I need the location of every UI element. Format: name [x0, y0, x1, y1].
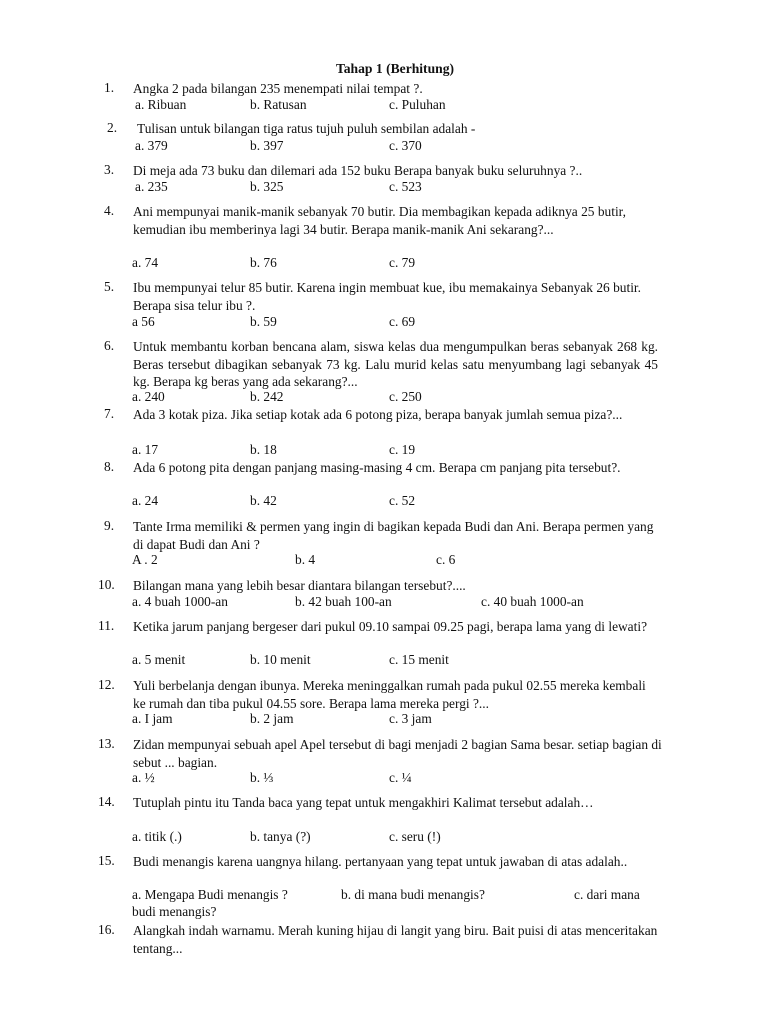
option-c: c. 523	[389, 179, 422, 194]
option-a: a. 74	[132, 255, 159, 270]
option-a: a. 240	[132, 389, 165, 404]
option-b: b. di mana budi menangis?	[341, 887, 485, 902]
option-a: a. Ribuan	[135, 97, 187, 112]
option-c-continuation: budi menangis?	[132, 904, 217, 919]
option-b: b. 397	[250, 138, 284, 153]
question-number: 14.	[98, 794, 115, 809]
option-b: b. 325	[250, 179, 284, 194]
option-b: b. 2 jam	[250, 711, 294, 726]
option-c: c. 6	[436, 552, 456, 567]
question-number: 16.	[98, 922, 115, 937]
question-text: Yuli berbelanja dengan ibunya. Mereka meninggalkan rumah pada pukul 02.55 mereka kembali ke rumah dan tiba pukul 04.55 sore. Berapa lama mereka pergi ?...	[133, 678, 646, 711]
question-number: 12.	[98, 677, 115, 692]
option-b: b. 42 buah 100-an	[295, 594, 392, 609]
question-text: Tutuplah pintu itu Tanda baca yang tepat untuk mengakhiri Kalimat tersebut adalah…	[133, 795, 594, 810]
question-text: Alangkah indah warnamu. Merah kuning hijau di langit yang biru. Bait puisi di atas menceritakan tentang...	[133, 923, 658, 956]
option-b: b. 4	[295, 552, 316, 567]
question-number: 5.	[104, 279, 115, 294]
question-text: Tante Irma memiliki & permen yang ingin di bagikan kepada Budi dan Ani. Berapa permen yang di dapat Budi dan Ani ?	[133, 519, 654, 552]
option-c: c. 250	[389, 389, 422, 404]
option-a: a. 235	[135, 179, 168, 194]
option-b: b. 42	[250, 493, 277, 508]
question-text: Untuk membantu korban bencana alam, siswa kelas dua mengumpulkan beras sebanyak 268 kg. Beras tersebut dibagikan sebanyak 73 kg. Lalu murid kelas satu menyumbang lagi sebanyak 45 kg. Berapa kg beras yang ada sekarang?...	[133, 339, 658, 389]
question-number: 7.	[104, 406, 115, 421]
question-text: Ani mempunyai manik-manik sebanyak 70 butir. Dia membagikan kepada adiknya 25 butir, kemudian ibu memberinya lagi 34 butir. Berapa manik-manik Ani sekarang?...	[133, 204, 626, 237]
option-b: b. 59	[250, 314, 277, 329]
option-c: c. Puluhan	[389, 97, 446, 112]
question-number: 3.	[104, 162, 115, 177]
question-text: Ada 3 kotak piza. Jika setiap kotak ada 6 potong piza, berapa banyak jumlah semua piza?...	[133, 407, 623, 422]
option-b: b. tanya (?)	[250, 829, 311, 844]
question-number: 2.	[107, 120, 118, 135]
option-c: c. dari mana	[574, 887, 640, 902]
option-c: c. 15 menit	[389, 652, 449, 667]
question-text: Ada 6 potong pita dengan panjang masing-masing 4 cm. Berapa cm panjang pita tersebut?.	[133, 460, 621, 475]
question-number: 13.	[98, 736, 115, 751]
option-a: a. 24	[132, 493, 159, 508]
option-c: c. 69	[389, 314, 416, 329]
question-text: Tulisan untuk bilangan tiga ratus tujuh puluh sembilan adalah -	[137, 121, 476, 136]
option-a: a. Mengapa Budi menangis ?	[132, 887, 288, 902]
question-text: Di meja ada 73 buku dan dilemari ada 152 buku Berapa banyak buku seluruhnya ?..	[133, 163, 583, 178]
question-number: 4.	[104, 203, 115, 218]
question-number: 6.	[104, 338, 115, 353]
question-text: Ketika jarum panjang bergeser dari pukul 09.10 sampai 09.25 pagi, berapa lama yang di lewati?	[133, 619, 648, 634]
question-number: 8.	[104, 459, 115, 474]
option-a: a. ½	[132, 770, 155, 785]
option-c: c. 79	[389, 255, 416, 270]
option-a: a. 4 buah 1000-an	[132, 594, 228, 609]
question-number: 9.	[104, 518, 115, 533]
question-text: Budi menangis karena uangnya hilang. pertanyaan yang tepat untuk jawaban di atas adalah..	[133, 854, 628, 869]
option-a: a. I jam	[132, 711, 173, 726]
option-b: b. 18	[250, 442, 277, 457]
option-c: c. 370	[389, 138, 422, 153]
option-a: a 56	[132, 314, 155, 329]
question-number: 10.	[98, 577, 115, 592]
option-c: c. 19	[389, 442, 416, 457]
option-a: a. titik (.)	[132, 829, 182, 844]
option-a: A . 2	[132, 552, 158, 567]
question-text: Ibu mempunyai telur 85 butir. Karena ingin membuat kue, ibu memakainya Sebanyak 26 butir. Berapa sisa telur ibu ?.	[133, 280, 641, 313]
option-c: c. 3 jam	[389, 711, 432, 726]
option-b: b. Ratusan	[250, 97, 307, 112]
option-b: b. 242	[250, 389, 284, 404]
question-text: Zidan mempunyai sebuah apel Apel tersebut di bagi menjadi 2 bagian Sama besar. setiap bagian di sebut ... bagian.	[133, 737, 662, 770]
option-a: a. 17	[132, 442, 159, 457]
worksheet-title: Tahap 1 (Berhitung)	[335, 61, 455, 76]
option-a: a. 5 menit	[132, 652, 186, 667]
option-a: a. 379	[135, 138, 168, 153]
option-b: b. ⅓	[250, 770, 274, 785]
option-c: c. ¼	[389, 770, 412, 785]
question-number: 11.	[98, 618, 115, 633]
option-c: c. 52	[389, 493, 416, 508]
option-c: c. 40 buah 1000-an	[481, 594, 584, 609]
option-b: b. 10 menit	[250, 652, 311, 667]
question-number: 15.	[98, 853, 115, 868]
question-text: Bilangan mana yang lebih besar diantara bilangan tersebut?....	[133, 578, 466, 593]
question-text: Angka 2 pada bilangan 235 menempati nilai tempat ?.	[133, 81, 423, 96]
option-c: c. seru (!)	[389, 829, 441, 844]
question-number: 1.	[104, 80, 115, 95]
option-b: b. 76	[250, 255, 277, 270]
